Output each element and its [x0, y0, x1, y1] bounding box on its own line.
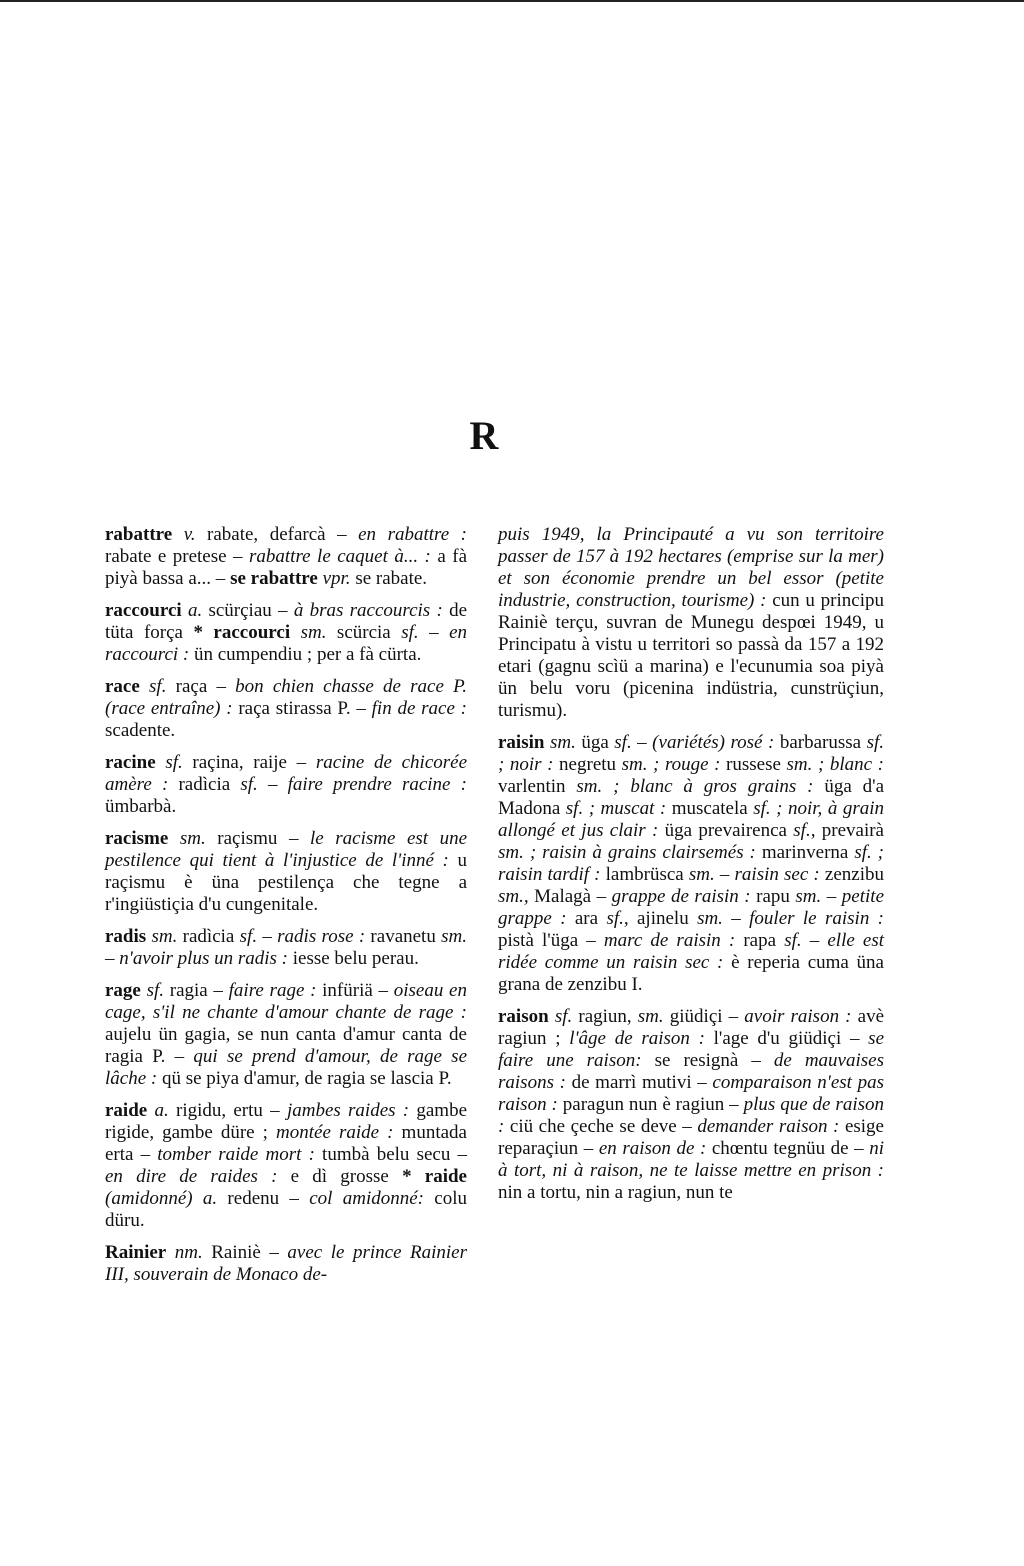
example-text: montée raide :	[276, 1122, 394, 1143]
example-text: puis 1949, la Principauté a vu son territoire passer de 157 à 192 hectares (emprise sur la mer) et son économie prendre un bel essor (petite industrie, construction, tourisme) :	[498, 524, 884, 611]
example-text: oiseau en cage, s'il ne chante d'amour chante de rage :	[105, 980, 467, 1023]
definition-text: infüriä –	[316, 980, 394, 1001]
definition-text: radìcia	[168, 774, 241, 795]
grammar-tag: sm.	[151, 926, 178, 947]
entry-rabattre	[105, 524, 467, 590]
example-text: en rabattre :	[358, 524, 467, 545]
headword: raide	[105, 1100, 148, 1121]
example-text: jambes raides :	[286, 1100, 410, 1121]
definition-text: muntada erta –	[105, 1122, 467, 1165]
definition-text: iesse belu perau.	[288, 948, 419, 969]
entry-rainier	[105, 1242, 467, 1286]
definition-text: de tüta força	[105, 600, 467, 643]
definition-text: varlentin	[498, 776, 577, 797]
definition-text: rigidu, ertu –	[168, 1100, 287, 1121]
definition-text: cun u principu Rainiè terçu, suvran de Munegu despœi 1949, u Principatu à vistu u territori so passà da 157 a 192 etari (gagnu scìü a marina) e l'ecunumia soa piyà ün belu voru (picenina indüstria, cunstrüçiun, turismu).	[498, 590, 884, 721]
definition-text: raça –	[166, 676, 236, 697]
definition-text: qü se piya d'amur, de ragia se lascia P.	[157, 1068, 452, 1089]
example-text: avec le prince Rainier III, souverain de Monaco de-	[105, 1242, 468, 1285]
headword: radis	[105, 926, 147, 947]
headword: raison	[498, 1006, 549, 1027]
definition-text: aujelu ün gagia, se nun canta d'amur canta de ragia P. –	[105, 1024, 467, 1067]
definition-text: üga d'a Madona	[498, 776, 885, 819]
definition-text: l'age d'u giüdiçi –	[704, 1028, 869, 1049]
grammar-tag: sf.	[149, 676, 167, 697]
entry-racine	[105, 752, 467, 818]
definition-text: a fà piyà bassa a... –	[105, 546, 467, 589]
definition-text: raça stirassa P. –	[232, 698, 372, 719]
definition-text: prevairà	[815, 820, 884, 841]
definition-text: russese	[720, 754, 787, 775]
sub-headword: se rabattre	[230, 568, 318, 589]
definition-text: üga prevairenca	[658, 820, 794, 841]
definition-text: se resignà –	[641, 1050, 774, 1071]
example-text: en raison de :	[598, 1138, 707, 1159]
example-text: sf. – faire prendre racine :	[240, 774, 467, 795]
headword: race	[105, 676, 140, 697]
example-text: sm. – petite grappe :	[498, 886, 884, 929]
entry-raide	[105, 1100, 467, 1232]
definition-text: avè ragiun ;	[498, 1006, 884, 1049]
definition-text: zenzibu	[819, 864, 884, 885]
example-text: sm. – raisin sec :	[688, 864, 820, 885]
headword: racine	[105, 752, 156, 773]
definition-text: esige reparaçiun –	[498, 1116, 884, 1159]
sub-headword: * raide	[402, 1166, 467, 1187]
example-text: marc de raisin :	[603, 930, 736, 951]
example-text: de mauvaises raisons :	[498, 1050, 884, 1093]
example-text: l'âge de raison :	[569, 1028, 705, 1049]
example-text: avoir raison :	[744, 1006, 852, 1027]
example-text: sf.,	[606, 908, 629, 929]
example-text: à bras raccourcis :	[293, 600, 443, 621]
example-text: sm.	[637, 1006, 664, 1027]
definition-text: lambrüsca	[600, 864, 689, 885]
example-text: sf. – en raccourci :	[105, 622, 468, 665]
headword: raisin	[498, 732, 545, 753]
definition-text: ragia –	[164, 980, 229, 1001]
definition-text: ragiun,	[572, 1006, 638, 1027]
example-text: col amidonné:	[309, 1188, 424, 1209]
definition-text: Rainiè –	[202, 1242, 288, 1263]
definition-text: nin a tortu, nin a ragiun, nun te	[498, 1182, 733, 1203]
grammar-tag: vpr.	[322, 568, 351, 589]
grammar-tag: sm.	[300, 622, 327, 643]
headword: raccourci	[105, 600, 182, 621]
example-text: sm. ; blanc :	[786, 754, 884, 775]
example-text: racine de chicorée amère :	[105, 752, 468, 795]
example-text: sf. ; noir, à grain allongé et jus clair :	[498, 798, 885, 841]
grammar-tag: sm.	[549, 732, 576, 753]
grammar-tag: nm.	[174, 1242, 203, 1263]
example-text: demander raison :	[697, 1116, 840, 1137]
example-text: se faire une raison:	[498, 1028, 884, 1071]
example-text: sm. ; blanc à gros grains :	[576, 776, 814, 797]
definition-text: raçina, raije –	[182, 752, 316, 773]
grammar-tag: sf.	[554, 1006, 573, 1027]
grammar-tag: sf.	[146, 980, 165, 1001]
section-letter: R	[469, 413, 499, 458]
definition-text: muscatela	[666, 798, 754, 819]
headword: Rainier	[105, 1242, 167, 1263]
headword: racisme	[105, 828, 169, 849]
definition-text: rapa	[735, 930, 785, 951]
example-text: sf. – (variétés) rosé :	[614, 732, 775, 753]
definition-text: ümbarbà.	[105, 796, 177, 817]
definition-text: e dì grosse	[277, 1166, 403, 1187]
definition-text: ciü che çeche se deve –	[504, 1116, 698, 1137]
right-column	[498, 524, 884, 1214]
definition-text: üga	[575, 732, 615, 753]
definition-text: redenu –	[217, 1188, 310, 1209]
definition-text: giüdiçi –	[663, 1006, 745, 1027]
example-text: rabattre le caquet à... :	[249, 546, 431, 567]
example-text: tomber raide mort :	[157, 1144, 315, 1165]
grammar-tag: v.	[183, 524, 196, 545]
definition-text: paragun nun è ragiun –	[557, 1094, 744, 1115]
example-text: sm. ; raisin à grains clairsemés :	[498, 842, 756, 863]
definition-text: ara	[566, 908, 607, 929]
definition-text: barbarussa	[774, 732, 867, 753]
definition-text: ravanetu	[365, 926, 442, 947]
grammar-tag: a.	[187, 600, 203, 621]
entry-radis	[105, 926, 467, 970]
definition-text: Malagà –	[528, 886, 612, 907]
definition-text: scürcia	[326, 622, 402, 643]
entry-raccourci	[105, 600, 467, 666]
definition-text: scadente.	[105, 720, 176, 741]
definition-text: è reperia cuma üna grana de zenzibu I.	[498, 952, 884, 995]
definition-text: colu düru.	[105, 1188, 467, 1231]
example-text: sf. ; muscat :	[565, 798, 667, 819]
entry-rainier-continued	[498, 524, 884, 722]
definition-text: u raçismu è üna pestilença che tegne a r'ingiüstiçia d'u cungenitale.	[105, 850, 468, 915]
example-text: le racisme est une pestilence qui tient à l'injustice de l'inné :	[105, 828, 468, 871]
headword: rabattre	[105, 524, 173, 545]
top-border-rule	[0, 0, 1024, 2]
definition-text: scürçiau –	[202, 600, 294, 621]
example-text: qui se prend d'amour, de rage se lâche :	[105, 1046, 468, 1089]
sub-headword: * raccourci	[193, 622, 291, 643]
example-text: (amidonné) a.	[105, 1188, 218, 1209]
definition-text: chœntu tegnüu de –	[706, 1138, 870, 1159]
definition-text: rabate e pretese –	[105, 546, 249, 567]
grammar-tag: sf.	[165, 752, 183, 773]
example-text: ni à tort, ni à raison, ne te laisse mettre en prison :	[498, 1138, 885, 1181]
definition-text: rabate, defarcà –	[195, 524, 359, 545]
example-text: fin de race :	[371, 698, 467, 719]
definition-text: de marrì mutivi –	[565, 1072, 713, 1093]
definition-text: ün cumpendiu ; per a fà cürta.	[189, 644, 422, 665]
example-text: sf. ; noir :	[498, 732, 885, 775]
left-column	[105, 524, 467, 1296]
definition-text: raçismu –	[205, 828, 310, 849]
example-text: sm. – n'avoir plus un radis :	[105, 926, 468, 969]
example-text: sm. ; rouge :	[621, 754, 721, 775]
entry-race	[105, 676, 467, 742]
example-text: sf. – radis rose :	[239, 926, 366, 947]
entry-rage	[105, 980, 467, 1090]
example-text: sf.,	[793, 820, 816, 841]
definition-text: ajinelu	[628, 908, 698, 929]
example-text: sm.,	[498, 886, 529, 907]
definition-text: se rabate.	[350, 568, 428, 589]
definition-text: gambe rigide, gambe düre ;	[105, 1100, 468, 1143]
example-text: sm. – fouler le raisin :	[697, 908, 885, 929]
example-text: sf. – elle est ridée comme un raisin sec :	[498, 930, 885, 973]
definition-text: rapu	[750, 886, 796, 907]
example-text: comparaison n'est pas raison :	[498, 1072, 884, 1115]
headword: rage	[105, 980, 141, 1001]
definition-text: marinverna	[755, 842, 855, 863]
grammar-tag: sm.	[179, 828, 206, 849]
example-text: faire rage :	[228, 980, 317, 1001]
example-text: bon chien chasse de race P. (race entraîne) :	[105, 676, 468, 719]
grammar-tag: a.	[154, 1100, 169, 1121]
example-text: en dire de raides :	[105, 1166, 278, 1187]
entry-racisme	[105, 828, 467, 916]
entry-raisin	[498, 732, 884, 996]
example-text: grappe de raisin :	[611, 886, 751, 907]
definition-text: pistà l'üga –	[498, 930, 604, 951]
definition-text: negretu	[553, 754, 622, 775]
definition-text: radìcia	[177, 926, 240, 947]
entry-raison	[498, 1006, 884, 1204]
definition-text: tumbà belu secu –	[314, 1144, 467, 1165]
example-text: plus que de raison :	[498, 1094, 884, 1137]
example-text: sf. ; raisin tardif :	[498, 842, 885, 885]
